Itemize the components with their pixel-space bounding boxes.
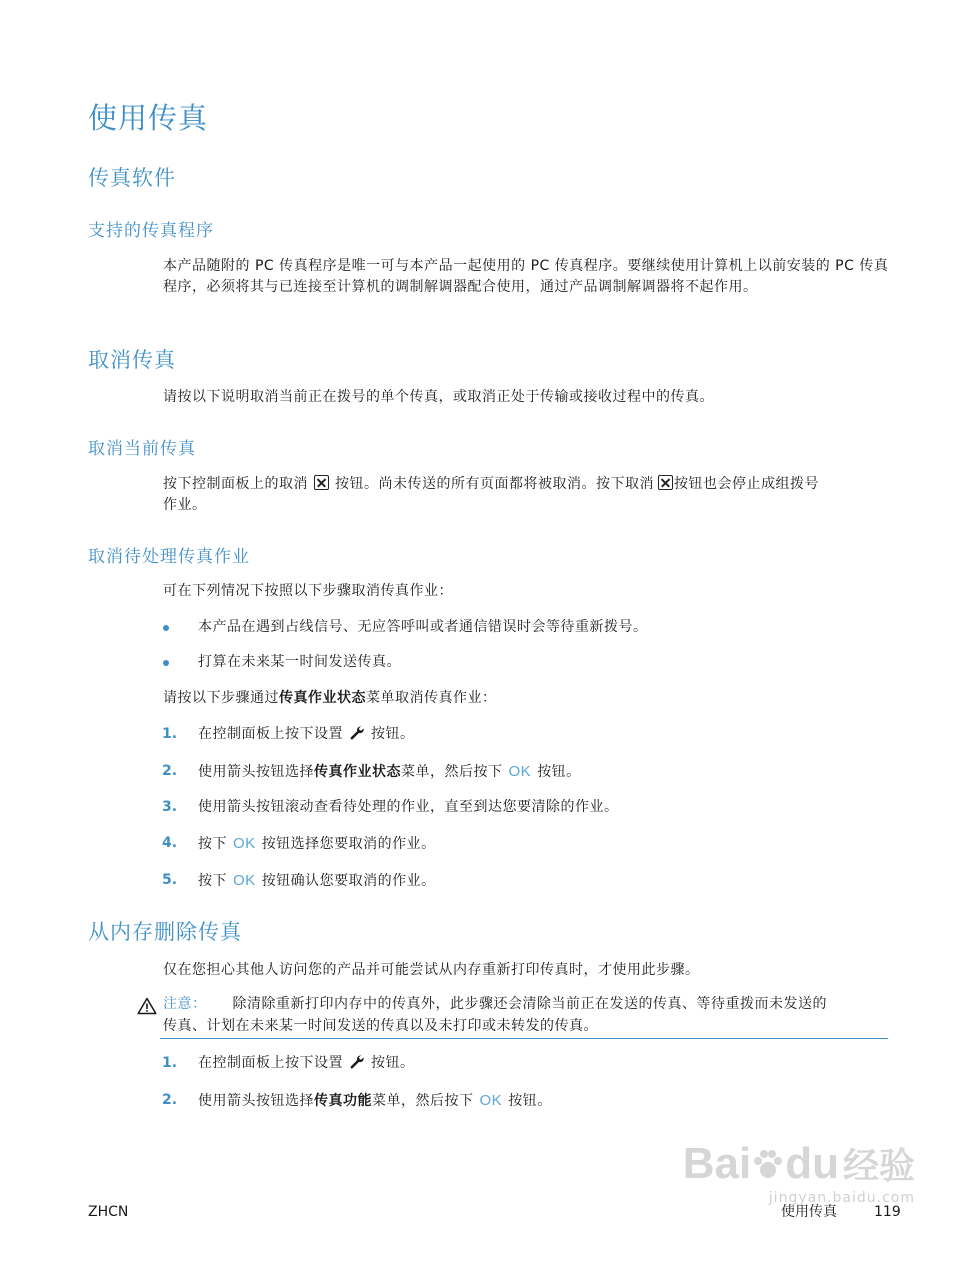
step-number: 1. [162,726,178,742]
ok-label: OK [508,763,532,780]
delete-step-1-text-a: 在控制面板上按下设置 [198,1055,343,1071]
delete-step-2-text-a: 使用箭头按钮选择 [198,1093,314,1109]
cancel-current-line1 [163,474,819,495]
step-2 [198,761,581,783]
cancel-current-text-a: 按下控制面板上的取消 [163,476,308,492]
step-3: 使用箭头按钮滚动查看待处理的作业，直至到达您要清除的作业。 [198,799,619,815]
delete-step-1 [198,1053,415,1074]
bullet-dot [163,625,169,631]
wrench-icon [349,1054,365,1070]
step-2-text-c: 菜单，然后按下 [401,764,503,780]
delete-step-2-bold: 传真功能 [314,1093,372,1109]
step-4-text-b: 按钮选择您要取消的作业。 [261,836,436,852]
note-divider [160,1038,888,1039]
step-2-bold: 传真作业状态 [314,764,401,780]
note-label: 注意： [163,996,207,1012]
paw-icon [751,1148,785,1182]
step-number: 4. [162,835,178,851]
step-number: 3. [162,799,178,815]
pending-intro: 可在下列情况下按照以下步骤取消传真作业： [163,583,453,599]
ok-label: OK [479,1092,503,1109]
heading-delete-memory: 从内存删除传真 [88,920,242,944]
heading-fax-software: 传真软件 [88,166,176,190]
menu-intro-bold: 传真作业状态 [279,690,366,706]
step-2-text-a: 使用箭头按钮选择 [198,764,314,780]
wrench-icon [349,725,365,741]
step-1-text-b: 按钮。 [371,726,415,742]
cancel-intro: 请按以下说明取消当前正在拨号的单个传真，或取消正处于传输或接收过程中的传真。 [163,389,714,405]
heading-cancel-pending: 取消待处理传真作业 [88,547,250,567]
bullet-item-2: 打算在未来某一时间发送传真。 [198,654,401,670]
bullet-dot [163,660,169,666]
delete-intro: 仅在您担心其他人访问您的产品并可能尝试从内存重新打印传真时，才使用此步骤。 [163,962,700,978]
footer-left: ZHCN [88,1204,129,1220]
menu-intro-c: 菜单取消传真作业： [366,690,497,706]
heading-supported-programs: 支持的传真程序 [88,221,214,241]
heading-cancel-fax: 取消传真 [88,348,176,372]
note-text-1: 除清除重新打印内存中的传真外，此步骤还会清除当前正在发送的传真、等待重拨而未发送的 [232,996,827,1012]
warning-icon [137,997,157,1015]
heading-cancel-current: 取消当前传真 [88,439,196,459]
delete-step-1-text-b: 按钮。 [371,1055,415,1071]
delete-step-2-text-c: 菜单，然后按下 [372,1093,474,1109]
footer-page-number: 119 [874,1204,901,1220]
step-2-text-d: 按钮。 [537,764,581,780]
baidu-watermark [683,1140,915,1206]
delete-step-2 [198,1090,552,1112]
delete-step-2-text-d: 按钮。 [508,1093,552,1109]
menu-intro [163,688,497,709]
watermark-url: jingyan.baidu.com [768,1190,915,1206]
page-title: 使用传真 [88,101,209,135]
ok-label: OK [233,835,256,852]
step-number: 2. [162,1092,178,1108]
menu-intro-a: 请按以下步骤通过 [163,690,279,706]
note-line-2: 传真、计划在未来某一时间发送的传真以及未打印或未转发的传真。 [163,1018,598,1034]
watermark-brand2: du [785,1139,839,1188]
step-number: 2. [162,763,178,779]
note-line-1 [163,994,827,1015]
step-4-text-a: 按下 [198,836,227,852]
step-5 [198,870,436,892]
step-5-text-a: 按下 [198,873,227,889]
step-number: 5. [162,872,178,888]
cancel-x-icon [314,475,329,490]
step-number: 1. [162,1055,178,1071]
cancel-current-line2: 作业。 [163,497,207,513]
cancel-current-text-c: 按钮也会停止成组拨号 [674,476,819,492]
step-1-text-a: 在控制面板上按下设置 [198,726,343,742]
step-1 [198,724,415,745]
ok-label: OK [233,872,256,889]
footer-section: 使用传真 [781,1204,837,1220]
supported-paragraph: 本产品随附的 PC 传真程序是唯一可与本产品一起使用的 PC 传真程序。要继续使用计算机上以前安装的 PC 传真程序，必须将其与已连接至计算机的调制解调器配合使用，通过产品调制解调器将不起作用。 [163,258,889,295]
cancel-x-icon [658,475,673,490]
cancel-current-text-b: 按钮。尚未传送的所有页面都将被取消。按下取消 [335,476,654,492]
bullet-item-1: 本产品在遇到占线信号、无应答呼叫或者通信错误时会等待重新拨号。 [198,619,648,635]
step-5-text-b: 按钮确认您要取消的作业。 [261,873,436,889]
step-4 [198,833,436,855]
watermark-cn: 经验 [842,1145,915,1186]
watermark-brand: Bai [682,1139,752,1188]
